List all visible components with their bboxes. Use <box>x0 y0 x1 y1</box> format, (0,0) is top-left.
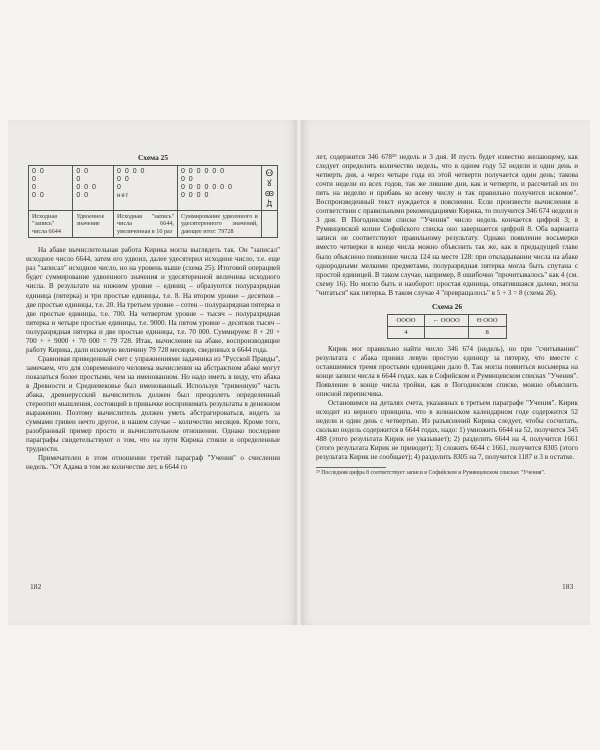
body-paragraph: На абаке вычислительная работа Кирика могла выглядеть так. Он "записал" исходное число 6644, затем его удвоил, далее удесятерил исходное число, т.е. еще раз "записал" исходное число, но на уровень выше (схема 25). Итоговой операцией будет суммирование удвоенного значения и удесятеренной величины исходного числа. В результате на нижнем уровне – единиц – образуются полуразрядная единица (пятерка) и три простые единицы, т.е. 8. На втором уровне – десятков – две простые единицы, т.е. 20. На третьем уровне – сотен – полуразрядная пятерка и две простые единицы, т.е. 700. На четвертом уровне – тысяч – полуразрядная пятерка и четыре простые единицы, т.е. 9000. На пятом уровне – десятков тысяч – полуразрядная пятерка и две простые единицы, т.е. 70 000. Суммируем: 8 + 20 + 700 + + 9000 + 70 000 = 79 728. Итак, вычисления на абаке, воспроизводящие работу Кирика, дали искомую величину 79 728 месяцев, сведенных в 6644 года. <box>26 246 280 354</box>
dots-row: 0 <box>32 176 37 184</box>
scheme-25-table <box>28 165 278 238</box>
dots-row: 0 0 0 0 <box>117 168 146 176</box>
dots-row: 0 0 <box>32 192 45 200</box>
dots-row: 0 0 <box>76 192 90 200</box>
old-slavonic-numeral: ꚁ <box>266 198 273 209</box>
page-number-left: 182 <box>30 582 42 591</box>
dots-row: 0 0 0 0 <box>180 192 210 200</box>
footnote: ²⁹ Последняя цифра 8 соответствует записи в Софийском и Румянцевском списках "Учения". <box>316 469 546 476</box>
page-number-right: 183 <box>562 582 574 591</box>
scheme-25-label: Исходная "запись" числа 6644 <box>29 211 73 238</box>
left-column <box>26 153 280 472</box>
body-paragraph: Остановимся на деталях счета, указанных в третьем параграфе "Учения". Кирик исходит из верного принципа, что в юлианском календарном годе содержится 52 недели и один день с четвертью. Из разъяснений Кирика следует, чтобы сосчитать, сколько недель содержится в 6644 годах, надо: 1) умножить 6644 на 52, получится 345 488 (этого результата Кирик не указывает); 2) разделить 6644 на 4, получится 1661 (этого результата Кирик не приводит); 3) сложить 6644 с 1661, получится 8305 (этого результата Кирик не сообщает); 4) разделить 8305 на 7, получится 1187 и 3 в остатке. <box>316 399 578 462</box>
scheme-26-cell: Ө OOO <box>468 314 506 326</box>
book-gutter <box>296 120 302 625</box>
dots-row: 0 0 <box>76 168 90 176</box>
old-slavonic-numeral: ꙋ <box>267 178 272 189</box>
scheme-25-cell-original <box>29 166 73 211</box>
dots-row: 0 0 0 0 0 0 0 <box>180 184 233 192</box>
dots-row: 0 0 <box>180 176 194 184</box>
scheme-26-value <box>424 326 468 338</box>
body-paragraph: Сравнивая приведенный счет с упражнениями задачника из "Русской Правды", замечаем, что для современного человека вычисления на абстрактном абаке могут показаться более простыми, чем на именованном. Но надо иметь в виду, что абака в Древности и Средневековье был именованный. Используя "гривенную" часть абака, древнерусский вычислитель должен был преодолеть определенный стереотип мышления, состоящий в привычке воспринимать результаты в денежном выражении. Поэтому вычислитель должен уметь абстрагироваться, видеть за суммами гривен нечто другое, в нашем случае – количество месяцев. Кроме того, разобранный пример просто и вычислительном отношении. Однако последние параграфы свидетельствуют о том, что на пути Кирика стояли и определенные трудности. <box>26 354 280 454</box>
scheme-25-label: Удвоенное значение <box>73 211 114 238</box>
scheme-26-cell: OOOO <box>388 314 424 326</box>
footnote-rule <box>316 467 386 468</box>
scheme-25-label: Суммирование удвоенного и удесятеренного значений, дающее итог: 79728 <box>177 211 261 238</box>
body-paragraph: Примечателен в этом отношении третий параграф "Учения" о счислении недель. "От Адама в том же количестве лет, в 6644 го <box>26 454 280 472</box>
dots-row: 0 0 0 <box>76 184 97 192</box>
scheme-25-cell-tenfold <box>114 166 178 211</box>
dots-row: 0 <box>117 184 122 192</box>
old-slavonic-numeral: ꙭ <box>264 188 274 199</box>
dots-row: 0 0 0 0 0 0 <box>180 168 226 176</box>
scheme-25-title: Схема 25 <box>137 153 169 162</box>
scheme-26-value: 4 <box>388 326 424 338</box>
dots-row: 0 0 <box>117 176 130 184</box>
scheme-25-label-empty <box>261 211 277 238</box>
dots-row: 0 <box>32 184 37 192</box>
scheme-26-table <box>387 314 506 339</box>
dots-row-extra: нет <box>117 193 130 200</box>
scheme-25-cell-sum <box>177 166 261 211</box>
dots-row: 0 <box>76 176 82 184</box>
right-column <box>316 153 578 477</box>
body-paragraph: Кирик мог правильно найти число 346 674 (недель), но при "считывании" результата с абака принял левую простую единицу за пятерку, что вместе с оставшимися тремя простыми единицами дало 8. Так могла появиться восьмерка на конце записи числа в 6644 годах. как в Софийском и Румянцевском списках "Учения". Появление в конце числа тройки, как в Погодинском списке, можно объяснить описной переписчика. <box>316 344 578 399</box>
scheme-25-label: Исходная "запись" числа 6644, увеличенная в 10 раз <box>114 211 178 238</box>
old-slavonic-numeral: Ꙫ <box>265 168 274 179</box>
scheme-26-title: Схема 26 <box>431 301 463 311</box>
dots-row: 0 0 <box>32 168 45 176</box>
scheme-26-cell: ← OOOO <box>424 314 468 326</box>
scheme-25-glyph-column <box>261 166 277 211</box>
scheme-26-value: 8 <box>468 326 506 338</box>
body-paragraph: лет, содержится 346 678²⁹ недель и 3 дня. И пусть будет известно желающему, как следует определить количество недель, что в одном году 52 недели и один день и четверть дня, а через четыре года из этой четверти получается один день; такова сочти недели из всех годов, так же лишние дни, как и четверти, и рассчитай их по пять на неделю и прибавь ко всему числу и так правильно получится искомое". Воспроизведенный текст нуждается в пояснении. Если произвести вычисления в соответствии с правильными рекомендациями Кирика, то получится 346 674 недели и 3 дня. В Погодинском списке "Учения" число недель кончается цифрой 3; в Румянцевской копии Софийского списка оно завершается цифрой 8. Оба варианта записи не соответствуют правильному результату. Однако появление восьмерки вместо четверки в конце числа можно объяснить так же, как в предыдущей главе было объяснено появление числа 124 на месте 128: при откладывании числа на абаке однородными мелкими предметами, полуразрядная пятерка могла быть спутана с простой единицей. В таком случае, например, 8 ошибочно "прочитывалось" как 4 (см. схему 16). Но могло быть и наоборот: простая единица, откатившаяся далеко, могла "читаться" как пятерка. В таком случае 4 "превращалось" в 5 + 3 = 8 (схема 26). <box>316 153 578 297</box>
scheme-25-cell-doubled <box>73 166 114 211</box>
